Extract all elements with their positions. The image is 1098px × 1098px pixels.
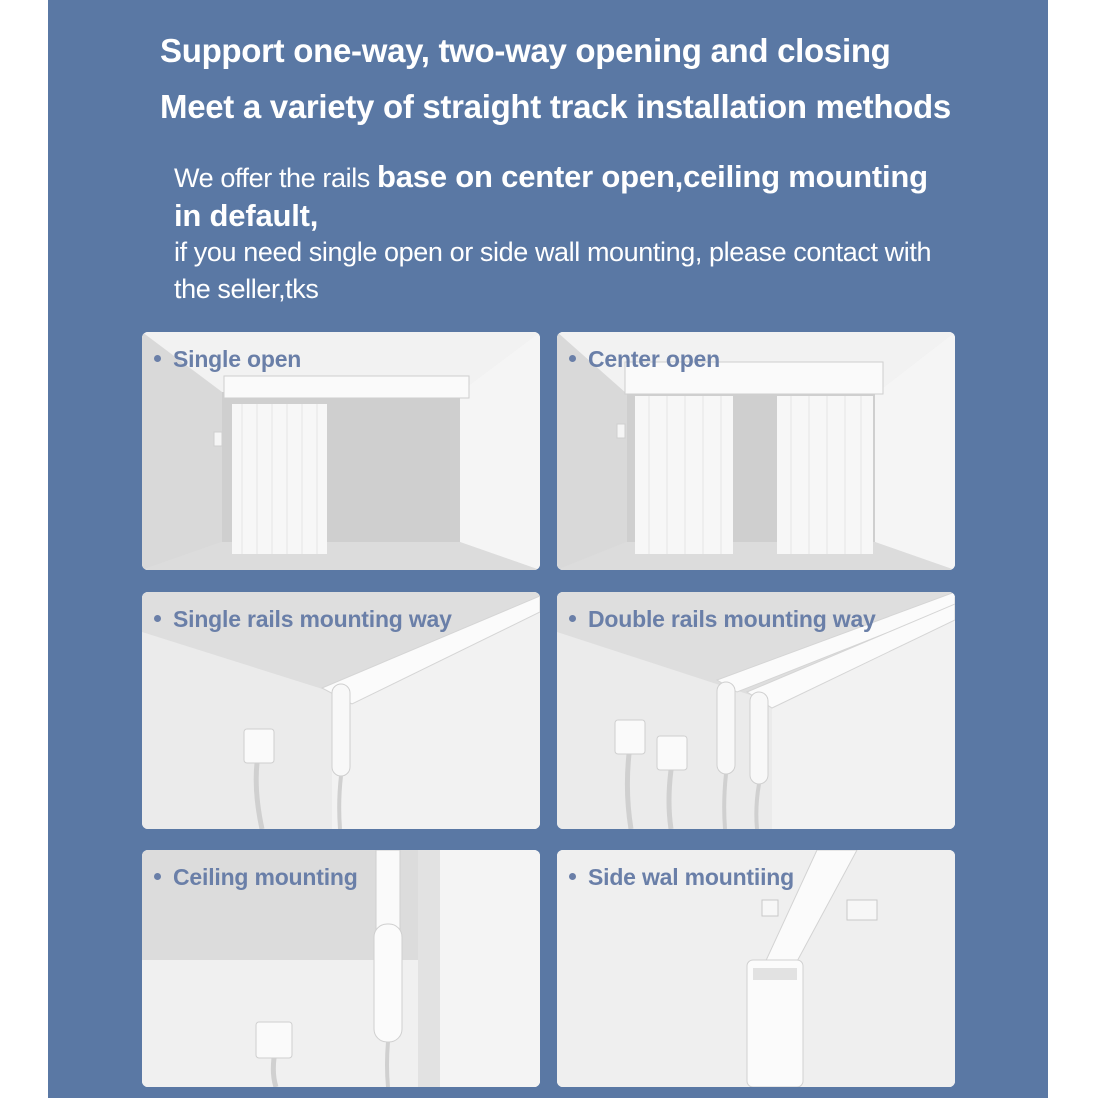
note-bold-default-cont: in default, bbox=[174, 198, 319, 233]
bullet-icon bbox=[569, 355, 576, 362]
bullet-icon bbox=[154, 615, 161, 622]
card-center-open bbox=[557, 332, 955, 570]
card-label-double-rails: Double rails mounting way bbox=[569, 606, 876, 633]
headline-installation-methods: Meet a variety of straight track installation methods bbox=[160, 88, 951, 125]
card-ceiling-mounting bbox=[142, 850, 540, 1087]
headline-one-way-two-way: Support one-way, two-way opening and closing bbox=[160, 32, 891, 69]
note-intro: We offer the rails bbox=[174, 163, 370, 193]
bullet-icon bbox=[154, 355, 161, 362]
note-contact-seller: if you need single open or side wall mounting, please contact with bbox=[174, 237, 932, 267]
bullet-icon bbox=[154, 873, 161, 880]
card-label-single-open: Single open bbox=[154, 346, 301, 373]
card-label-side-wall-mounting: Side wal mountiing bbox=[569, 864, 794, 891]
card-label-single-rails: Single rails mounting way bbox=[154, 606, 452, 633]
note-bold-default: base on center open,ceiling mounting bbox=[377, 159, 928, 194]
card-double-rails bbox=[557, 592, 955, 829]
note-thanks: the seller,tks bbox=[174, 274, 319, 304]
rail-default-note bbox=[174, 158, 1044, 308]
bullet-icon bbox=[569, 873, 576, 880]
card-label-center-open: Center open bbox=[569, 346, 720, 373]
card-side-wall-mounting bbox=[557, 850, 955, 1087]
card-single-rails bbox=[142, 592, 540, 829]
card-single-open bbox=[142, 332, 540, 570]
bullet-icon bbox=[569, 615, 576, 622]
card-label-ceiling-mounting: Ceiling mounting bbox=[154, 864, 358, 891]
